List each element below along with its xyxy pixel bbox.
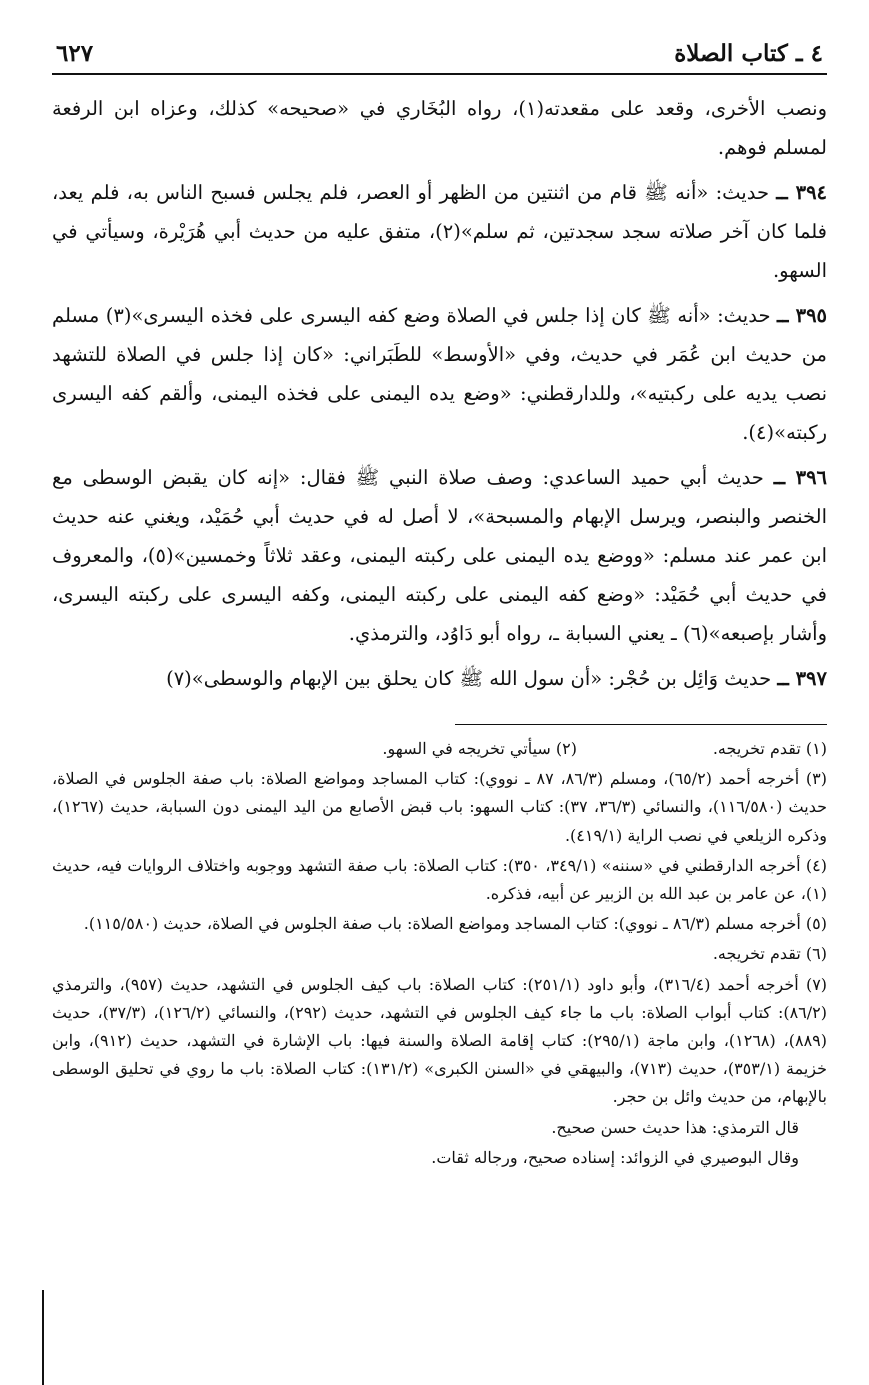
footnote-2: (٢) سيأتي تخريجه في السهو. xyxy=(382,739,577,758)
hadith-number: ٣٩٦ ــ xyxy=(773,466,828,489)
footnote-row xyxy=(52,735,827,763)
footnote-3: (٣) أخرجه أحمد (٦٥/٢)، ومسلم (٨٦/٣، ٨٧ ـ نووي): كتاب المساجد ومواضع الصلاة: باب صفة الجلوس في الصلاة، حديث (١١٦/٥٨٠)، والنسائي (٣٦/٣، ٣٧): كتاب السهو: باب قبض الأصابع من اليد اليمنى دون السبابة، حديث (١٢٦٧)، وذكره الزيلعي في نصب الراية (٤١٩/١). xyxy=(52,769,828,845)
hadith-text: حديث أبي حميد الساعدي: وصف صلاة النبي ﷺ فقال: «إنه كان يقبض الوسطى مع الخنصر والبنصر، ويرسل الإبهام والمسبحة»، لا أصل له في حديث أبي حُمَيْد، ويغني عنه حديث ابن عمر عند مسلم: «ووضع يده اليمنى على ركبته اليمنى، وعقد ثلاثاً وخمسين»(٥)، والمعروف في حديث أبي حُمَيْد: «وضع كفه اليمنى على ركبته اليمنى، وكفه اليسرى على ركبته اليسرى، وأشار بإصبعه»(٦) ـ يعني السبابة ـ، رواه أبو دَاوُد، والترمذي. xyxy=(52,466,827,645)
footnotes xyxy=(52,735,827,1172)
main-text xyxy=(52,89,827,698)
hadith-text: حديث: «أنه ﷺ كان إذا جلس في الصلاة وضع كفه اليسرى على فخذه اليسرى»(٣) مسلم من حديث ابن عُمَر في حديث، وفي «الأوسط» للطَبَراني: «كان إذا جلس في الصلاة للتشهد نصب يديه على ركبتيه»، وللدارقطني: «وضع يده اليمنى على فخذه اليمنى، وألقم كفه اليسرى ركبته»(٤). xyxy=(52,304,827,444)
footnote-7-busiri: وقال البوصيري في الزوائد: إسناده صحيح، ورجاله ثقات. xyxy=(431,1147,799,1167)
hadith-395 xyxy=(52,296,827,452)
hadith-397 xyxy=(52,659,827,698)
running-header xyxy=(52,40,827,75)
footnote-7-tirmidhi: قال الترمذي: هذا حديث حسن صحيح. xyxy=(551,1117,799,1137)
paragraph-continuation: ونصب الأخرى، وقعد على مقعدته(١)، رواه البُخَاري في «صحيحه» كذلك، وعزاه ابن الرفعة لمسلم فوهم. xyxy=(52,97,827,159)
book-page xyxy=(52,40,827,1174)
footnote-7: (٧) أخرجه أحمد (٣١٦/٤)، وأبو داود (٢٥١/١): كتاب الصلاة: باب كيف الجلوس في التشهد، حديث (٩٥٧)، والترمذي (٨٦/٢): كتاب أبواب الصلاة: باب ما جاء كيف الجلوس في التشهد، حديث (٢٩٢)، والنسائي (١٢٦/٢)، (٣٧/٣)، حديث (٨٨٩)، (١٢٦٨)، وابن ماجة (٢٩٥/١): كتاب إقامة الصلاة والسنة فيها: باب الإشارة في التشهد، حديث (٩١٢)، وابن خزيمة (٣٥٣/١)، حديث (٧١٣)، والبيهقي في «السنن الكبرى» (١٣١/٢): كتاب الصلاة: باب ما روي في تحليق الوسطى بالإبهام، من حديث وائل بن حجر. xyxy=(52,974,828,1107)
hadith-text: حديث: «أنه ﷺ قام من اثنتين من الظهر أو العصر، فلم يجلس فسبح الناس به، فلم يعد، فلما كان آخر صلاته سجد سجدتين، ثم سلم»(٢)، متفق عليه من حديث أبي هُرَيْرة، وسيأتي في السهو. xyxy=(52,181,827,282)
footnote-4: (٤) أخرجه الدارقطني في «سننه» (٣٤٩/١، ٣٥٠): كتاب الصلاة: باب صفة التشهد ووجوبه واختلاف الروايات فيه، حديث (١)، عن عامر بن عبد الله بن الزبير عن أبيه، فذكره. xyxy=(52,855,827,904)
footnote-divider xyxy=(455,724,827,725)
footnote-6: (٦) تقدم تخريجه. xyxy=(712,944,827,964)
hadith-394 xyxy=(52,173,827,290)
footnote-5: (٥) أخرجه مسلم (٨٦/٣ ـ نووي): كتاب المساجد ومواضع الصلاة: باب صفة الجلوس في الصلاة، حديث (١١٥/٥٨٠). xyxy=(83,914,827,934)
hadith-number: ٣٩٥ ــ xyxy=(777,304,828,327)
hadith-396 xyxy=(52,458,827,653)
chapter-title: ٤ ـ كتاب الصلاة xyxy=(674,40,823,67)
hadith-number: ٣٩٤ ــ xyxy=(776,181,828,204)
binding-edge-line xyxy=(42,1290,44,1385)
hadith-number: ٣٩٧ ــ xyxy=(777,667,827,690)
footnote-1: (١) تقدم تخريجه. xyxy=(712,739,827,758)
page-number: ٦٢٧ xyxy=(56,40,94,67)
hadith-text: حديث وَائِل بن حُجْر: «أن سول الله ﷺ كان يحلق بين الإبهام والوسطى»(٧) xyxy=(166,667,772,690)
